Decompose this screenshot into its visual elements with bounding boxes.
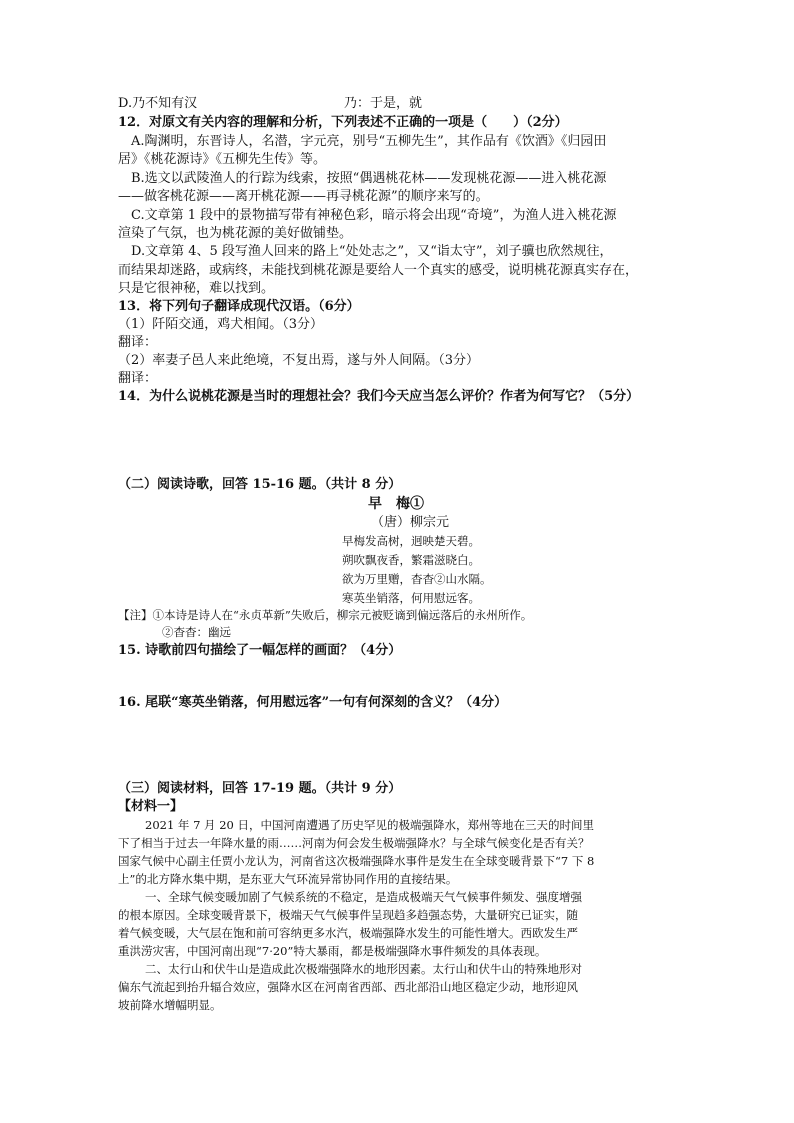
material-one-label: 【材料一】 bbox=[118, 799, 184, 814]
section2-heading: （二）阅读诗歌，回答 15-16 题。（共计 8 分） bbox=[118, 477, 402, 492]
q16-stem: 16. 尾联“寒英坐销落，何用慰远客”一句有何深刻的含义？（4分） bbox=[118, 695, 508, 710]
section3-heading: （三）阅读材料，回答 17-19 题。（共计 9 分） bbox=[118, 781, 402, 796]
material-p3-line1: 二、太行山和伏牛山是造成此次极端强降水的地形因素。太行山和伏牛山的特殊地形对 bbox=[145, 962, 582, 976]
q13-stem: 13．将下列句子翻译成现代汉语。（6分） bbox=[118, 299, 360, 314]
q12-option-b-line1: B.选文以武陵渔人的行踪为线索，按照“偶遇桃花林——发现桃花源——进入桃花源 bbox=[131, 171, 607, 186]
q13-translation-label-2: 翻译： bbox=[118, 371, 158, 386]
q12-option-d-line3: 只是它很神秘，难以找到。 bbox=[118, 281, 275, 296]
q12-option-c-line1: C.文章第 1 段中的景物描写带有神秘色彩，暗示将会出现“奇境”，为渔人进入桃花源 bbox=[131, 208, 617, 223]
q12-option-d-line1: D.文章第 4、5 段写渔人回来的路上“处处志之”，又“诣太守”，刘子骥也欣然规往， bbox=[131, 244, 613, 259]
q13-translation-label-1: 翻译： bbox=[118, 335, 158, 350]
q12-stem: 12．对原文有关内容的理解和分析，下列表述不正确的一项是（ ）（2分） bbox=[118, 115, 568, 130]
poem-line-2: 朔吹飘夜香，繁霜滋晓白。 bbox=[342, 553, 480, 567]
poem-note-1: 【注】①本诗是诗人在“永贞革新”失败后，柳宗元被贬谪到偏远落后的永州所作。 bbox=[118, 608, 533, 622]
poem-line-4: 寒英坐销落，何用慰远客。 bbox=[342, 591, 480, 605]
q13-sentence-2: （2）率妻子邑人来此绝境，不复出焉，遂与外人间隔。（3分） bbox=[118, 353, 480, 368]
poem-note-2: ②杳杳：幽远 bbox=[162, 625, 231, 639]
q12-option-a-line2: 居》《桃花源诗》《五柳先生传》等。 bbox=[118, 152, 327, 167]
poem-title: 早 梅① bbox=[368, 496, 424, 512]
material-p2-line4: 重洪涝灾害，中国河南出现“7·20”特大暴雨，都是极端强降水事件频发的具体表现。 bbox=[118, 944, 547, 958]
q13-sentence-1: （1）阡陌交通，鸡犬相闻。（3分） bbox=[118, 317, 324, 332]
material-p3-line2: 偏东气流起到抬升辐合效应，强降水区在河南省西部、西北部沿山地区稳定少动，地形迎风 bbox=[118, 980, 578, 994]
material-p3-line3: 坡前降水增幅明显。 bbox=[118, 998, 222, 1012]
material-p2-line3: 着气候变暖，大气层在饱和前可容纳更多水汽，极端强降水发生的可能性增大。西欧发生严 bbox=[118, 926, 578, 940]
material-p2-line2: 的根本原因。全球变暖背景下，极端天气气候事件呈现趋多趋强态势，大量研究已证实，随 bbox=[118, 908, 578, 922]
option-d-text: D.乃不知有汉 bbox=[118, 96, 198, 111]
material-p1-line2: 下了相当于过去一年降水量的雨……河南为何会发生极端强降水？与全球气候变化是否有关？ bbox=[118, 836, 590, 850]
poem-author: （唐）柳宗元 bbox=[371, 515, 450, 530]
q12-option-c-line2: 渲染了气氛，也为桃花源的美好做铺垫。 bbox=[118, 226, 353, 241]
poem-line-3: 欲为万里赠，杳杳②山水隔。 bbox=[342, 572, 492, 586]
poem-line-1: 早梅发高树，迥映楚天碧。 bbox=[342, 534, 480, 548]
option-d-note: 乃：于是，就 bbox=[344, 96, 423, 111]
q15-stem: 15. 诗歌前四句描绘了一幅怎样的画面？（4分） bbox=[118, 643, 402, 658]
q12-option-d-line2: 而结果却迷路，或病终，未能找到桃花源是要给人一个真实的感受，说明桃花源真实存在， bbox=[118, 263, 639, 278]
material-p1-line3: 国家气候中心副主任贾小龙认为，河南省这次极端强降水事件是发生在全球变暖背景下“7 下 8 bbox=[118, 854, 595, 868]
material-p1-line4: 上”的北方降水集中期，是东亚大气环流异常协同作用的直接结果。 bbox=[118, 872, 458, 886]
q12-option-a-line1: A.陶渊明，东晋诗人，名潜，字元亮，别号“五柳先生”，其作品有《饮酒》《归园田 bbox=[131, 134, 607, 149]
material-p2-line1: 一、全球气候变暖加剧了气候系统的不稳定，是造成极端天气气候事件频发、强度增强 bbox=[145, 890, 582, 904]
q11-option-d bbox=[118, 96, 423, 112]
q12-option-b-line2: ——做客桃花源——离开桃花源——再寻桃花源”的顺序来写的。 bbox=[118, 189, 489, 204]
q14-stem: 14．为什么说桃花源是当时的理想社会？我们今天应当怎么评价？作者为何写它？（5分） bbox=[118, 389, 640, 404]
material-p1-line1: 2021 年 7 月 20 日，中国河南遭遇了历史罕见的极端强降水，郑州等地在三天的时间里 bbox=[145, 818, 594, 832]
